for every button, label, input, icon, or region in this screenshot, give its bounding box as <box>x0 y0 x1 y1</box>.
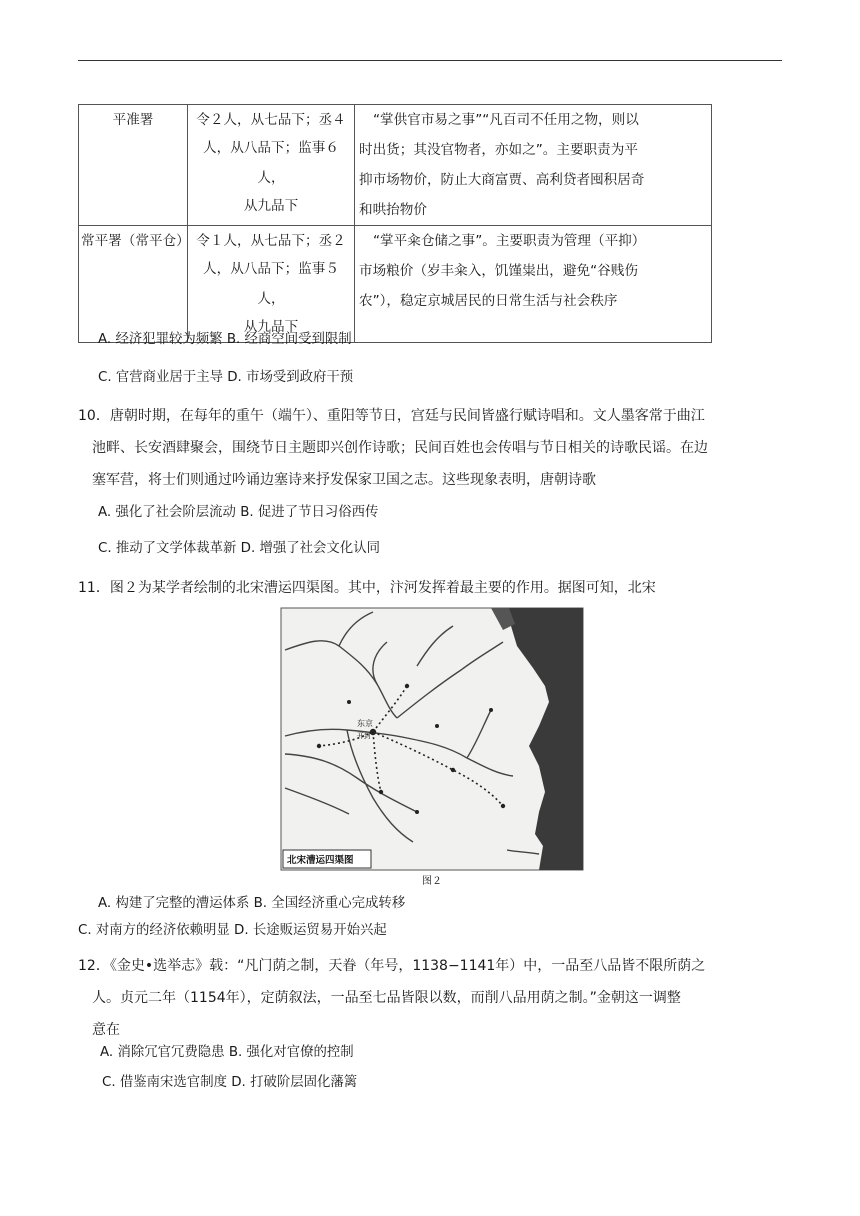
table-cell-staff: 令２人，从七品下；丞４ 人，从八品下；监事６人， 从九品下 <box>188 105 355 226</box>
map-label-kaifeng: 开封 <box>357 732 371 740</box>
map-title: 北宋漕运四渠图 <box>287 855 354 866</box>
q11-options-cd: C. 对南方的经济依赖明显 D. 长途贩运贸易开始兴起 <box>78 923 387 938</box>
q10-options-cd: C. 推动了文学体裁革新 D. 增强了社会文化认同 <box>98 541 380 556</box>
table-cell-staff: 令１人，从七品下；丞２ 人，从八品下；监事５人， 从九品下 <box>188 226 355 343</box>
canal-map-figure <box>277 606 585 888</box>
q12-stem: 12．《金史•选举志》载：“凡门荫之制，天眷（年号，1138−1141年）中，一品至八品皆不限所荫之 人。贞元二年（1154年），定荫叙法，一品至七品皆限以数，而削八品用荫之制。”金朝这一调整 意在 <box>78 958 706 1038</box>
figure-caption: 图２ <box>422 876 442 887</box>
map-label-dongjing: 东京 <box>357 719 373 728</box>
q11-options-ab: A. 构建了完整的漕运体系 B. 全国经济重心完成转移 <box>98 896 406 911</box>
office-table <box>78 104 712 343</box>
q12-options-cd: C. 借鉴南宋选官制度 D. 打破阶层固化藩篱 <box>102 1075 358 1090</box>
table-cell-office-name: 平准署 <box>79 105 188 226</box>
q11-stem: 11．图２为某学者绘制的北宋漕运四渠图。其中，汴河发挥着最主要的作用。据图可知，北宋 <box>78 580 656 596</box>
table-cell-duty: “掌平籴仓储之事”。主要职责为管理（平抑） 市场粮价（岁丰籴入，饥馑粜出，避免“谷贱伤 农”），稳定京城居民的日常生活与社会秩序 <box>355 226 712 343</box>
table-row <box>79 105 712 226</box>
table-cell-duty: “掌供官市易之事”“凡百司不任用之物，则以 时出货；其没官物者，亦如之”。主要职责为平 抑市场物价，防止大商富贾、高利贷者囤积居奇 和哄抬物价 <box>355 105 712 226</box>
q9-options-cd: C. 官营商业居于主导 D. 市场受到政府干预 <box>98 370 354 385</box>
q12-options-ab: A. 消除冗官冗费隐患 B. 强化对官僚的控制 <box>100 1045 354 1060</box>
table-cell-office-name: 常平署（常平仓） <box>79 226 188 343</box>
table-row <box>79 226 712 343</box>
q10-stem: 10．唐朝时期，在每年的重午（端午）、重阳等节日，宫廷与民间皆盛行赋诗唱和。文人墨客常于曲江 池畔、长安酒肆聚会，围绕节日主题即兴创作诗歌；民间百姓也会传唱与节日相关的诗歌民谣。在边 塞军营，将士们则通过吟诵边塞诗来抒发保家卫国之志。这些现象表明，唐朝诗歌 <box>78 408 708 488</box>
q10-options-ab: A. 强化了社会阶层流动 B. 促进了节日习俗西传 <box>98 505 379 520</box>
q9-options-ab: A. 经济犯罪较为频繁 B. 经商空间受到限制 <box>98 332 352 347</box>
canal-map <box>277 606 585 888</box>
header-rule <box>78 60 782 61</box>
